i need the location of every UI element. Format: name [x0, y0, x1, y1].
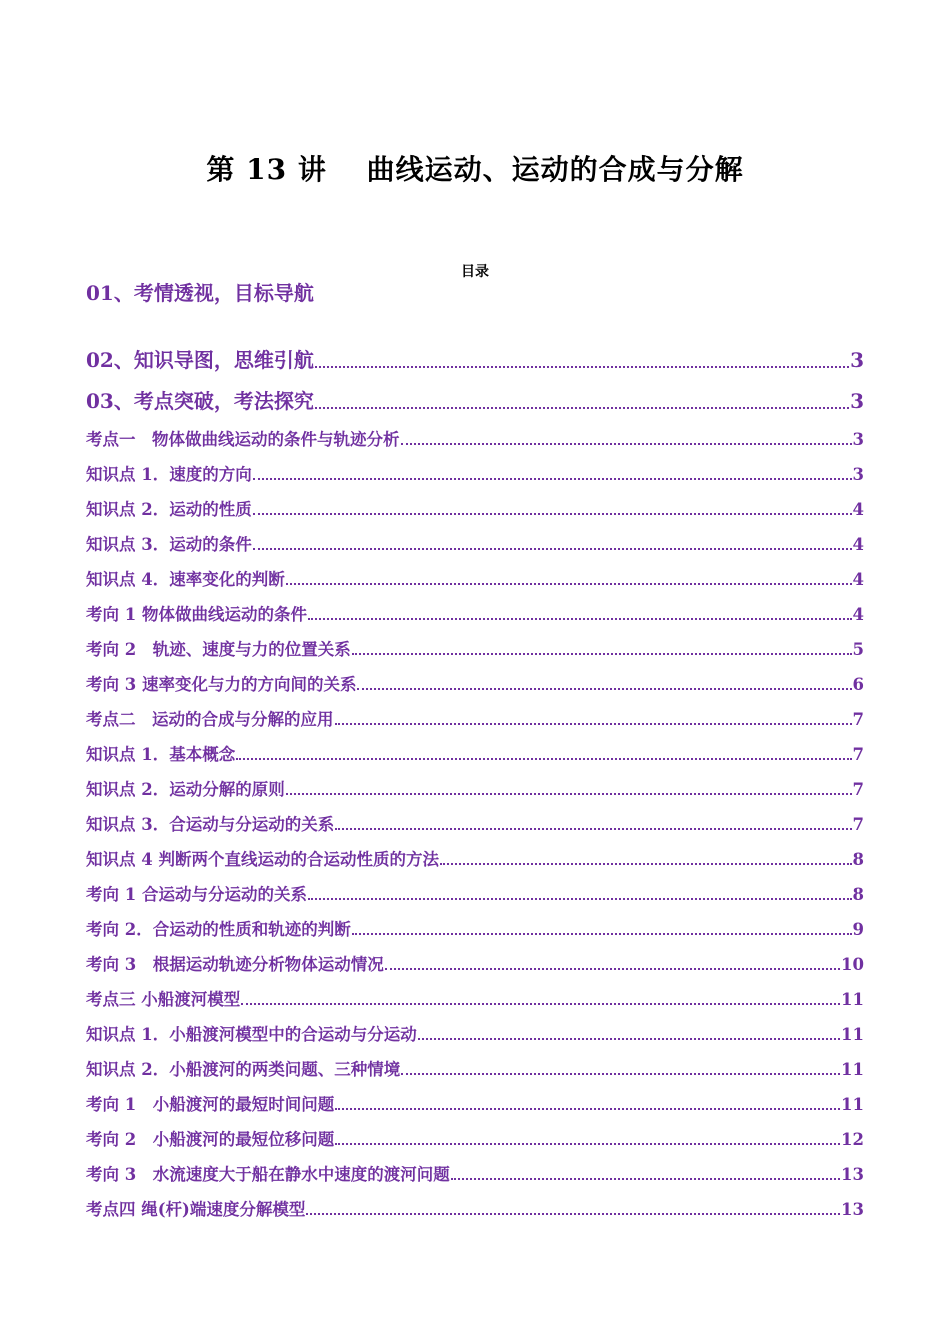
toc-entry-kaodian-4[interactable] — [86, 1196, 864, 1220]
toc-entry-kaodian-1[interactable] — [86, 426, 864, 450]
toc-entry-01[interactable] — [86, 280, 326, 307]
toc-entry-label: 考向 3 根据运动轨迹分析物体运动情况 — [86, 955, 384, 974]
toc-page-number: 8 — [852, 885, 864, 904]
toc-entry-label: 考向 3 水流速度大于船在静水中速度的渡河问题 — [86, 1165, 450, 1184]
toc-entry-03[interactable] — [86, 385, 864, 414]
dot-leader — [253, 513, 852, 515]
dot-leader — [357, 688, 851, 690]
dot-leader — [440, 863, 852, 865]
toc-entry-item[interactable] — [86, 671, 864, 695]
dot-leader — [241, 1003, 840, 1005]
toc-entry-item[interactable] — [86, 1161, 864, 1185]
toc-entry-label: 考向 1 小船渡河的最短时间问题 — [86, 1095, 335, 1114]
dot-leader — [335, 723, 852, 725]
toc-entry-label: 知识点 1．基本概念 — [86, 745, 236, 764]
toc-entry-kaodian-2[interactable] — [86, 706, 864, 730]
dot-leader — [385, 968, 840, 970]
toc-page-number: 11 — [841, 1060, 864, 1079]
toc-page-number: 4 — [852, 605, 864, 624]
dot-leader — [352, 653, 852, 655]
dot-leader — [306, 1213, 840, 1215]
toc-entry-item[interactable] — [86, 1021, 864, 1045]
toc-heading: 目录 — [461, 264, 489, 280]
toc-page-number: 3 — [850, 348, 864, 372]
toc-page-number: 7 — [852, 815, 864, 834]
toc-page-number: 9 — [852, 920, 864, 939]
toc-entry-label: 知识点 2．运动分解的原则 — [86, 780, 285, 799]
dot-leader — [253, 548, 852, 550]
toc-page-number: 11 — [841, 1025, 864, 1044]
toc-entry-item[interactable] — [86, 636, 864, 660]
toc-page-number: 4 — [852, 570, 864, 589]
toc-entry-label: 知识点 4．速率变化的判断 — [86, 570, 285, 589]
toc-entry-label: 02、知识导图，思维引航 — [86, 348, 314, 372]
toc-entry-label: 知识点 1．速度的方向 — [86, 465, 252, 484]
toc-entry-label: 考向 1 合运动与分运动的关系 — [86, 885, 307, 904]
toc-page-number: 5 — [852, 640, 864, 659]
toc-page-number: 3 — [852, 465, 864, 484]
toc-entry-label: 考向 2 小船渡河的最短位移问题 — [86, 1130, 335, 1149]
toc-entry-item[interactable] — [86, 951, 864, 975]
toc-entry-02[interactable] — [86, 344, 864, 373]
toc-entry-label: 知识点 4 判断两个直线运动的合运动性质的方法 — [86, 850, 439, 869]
toc-entry-label: 考点三 小船渡河模型 — [86, 990, 241, 1009]
toc-entry-label: 知识点 3．合运动与分运动的关系 — [86, 815, 335, 834]
toc-page-number: 4 — [852, 535, 864, 554]
document-title: 第 13 讲 曲线运动、运动的合成与分解 — [206, 153, 744, 186]
dot-leader — [315, 366, 849, 368]
toc-entry-item[interactable] — [86, 916, 864, 940]
toc-entry-item[interactable] — [86, 1126, 864, 1150]
toc-entry-item[interactable] — [86, 461, 864, 485]
dot-leader — [253, 478, 852, 480]
toc-entry-item[interactable] — [86, 531, 864, 555]
toc-page-number: 11 — [841, 1095, 864, 1114]
toc-page-number: 4 — [852, 500, 864, 519]
toc-page-number: 11 — [841, 990, 864, 1009]
dot-leader — [401, 443, 852, 445]
dot-leader — [308, 898, 852, 900]
toc-entry-item[interactable] — [86, 1056, 864, 1080]
toc-entry-label: 考向 2 轨迹、速度与力的位置关系 — [86, 640, 351, 659]
toc-entry-item[interactable] — [86, 776, 864, 800]
toc-entry-label: 考向 3 速率变化与力的方向间的关系 — [86, 675, 357, 694]
dot-leader — [335, 828, 851, 830]
toc-entry-label: 01、考情透视，目标导航 — [86, 281, 314, 305]
toc-entry-label: 考向 2．合运动的性质和轨迹的判断 — [86, 920, 351, 939]
dot-leader — [308, 618, 852, 620]
toc-entry-label: 考点四 绳(杆)端速度分解模型 — [86, 1200, 306, 1219]
toc-entry-label: 知识点 2．运动的性质 — [86, 500, 252, 519]
toc-page-number: 3 — [852, 430, 864, 449]
toc-entry-item[interactable] — [86, 601, 864, 625]
toc-entry-label: 知识点 2．小船渡河的两类问题、三种情境 — [86, 1060, 401, 1079]
toc-page-number: 7 — [852, 745, 864, 764]
toc-entry-item[interactable] — [86, 1091, 864, 1115]
toc-entry-item[interactable] — [86, 811, 864, 835]
dot-leader — [315, 407, 849, 409]
toc-entry-kaodian-3[interactable] — [86, 986, 864, 1010]
toc-entry-label: 考点二 运动的合成与分解的应用 — [86, 710, 334, 729]
toc-entry-item[interactable] — [86, 881, 864, 905]
toc-entry-label: 03、考点突破，考法探究 — [86, 389, 314, 413]
toc-entry-label: 知识点 1．小船渡河模型中的合运动与分运动 — [86, 1025, 417, 1044]
toc-page-number: 8 — [852, 850, 864, 869]
toc-page-number: 7 — [852, 780, 864, 799]
toc-entry-label: 考向 1 物体做曲线运动的条件 — [86, 605, 307, 624]
toc-entry-item[interactable] — [86, 846, 864, 870]
dot-leader — [418, 1038, 840, 1040]
dot-leader — [335, 1143, 840, 1145]
toc-page-number: 3 — [850, 389, 864, 413]
dot-leader — [401, 1073, 840, 1075]
toc-page-number: 7 — [852, 710, 864, 729]
dot-leader — [451, 1178, 840, 1180]
dot-leader — [286, 793, 852, 795]
toc-page-number: 6 — [852, 675, 864, 694]
toc-entry-item[interactable] — [86, 741, 864, 765]
toc-page-number: 13 — [841, 1200, 864, 1219]
toc-entry-item[interactable] — [86, 496, 864, 520]
toc-page-number: 12 — [841, 1130, 864, 1149]
dot-leader — [286, 583, 852, 585]
toc-entry-label: 知识点 3．运动的条件 — [86, 535, 252, 554]
dot-leader — [352, 933, 852, 935]
toc-page-number: 10 — [841, 955, 864, 974]
dot-leader — [236, 758, 851, 760]
toc-entry-label: 考点一 物体做曲线运动的条件与轨迹分析 — [86, 430, 400, 449]
toc-entry-item[interactable] — [86, 566, 864, 590]
dot-leader — [335, 1108, 840, 1110]
toc-page-number: 13 — [841, 1165, 864, 1184]
